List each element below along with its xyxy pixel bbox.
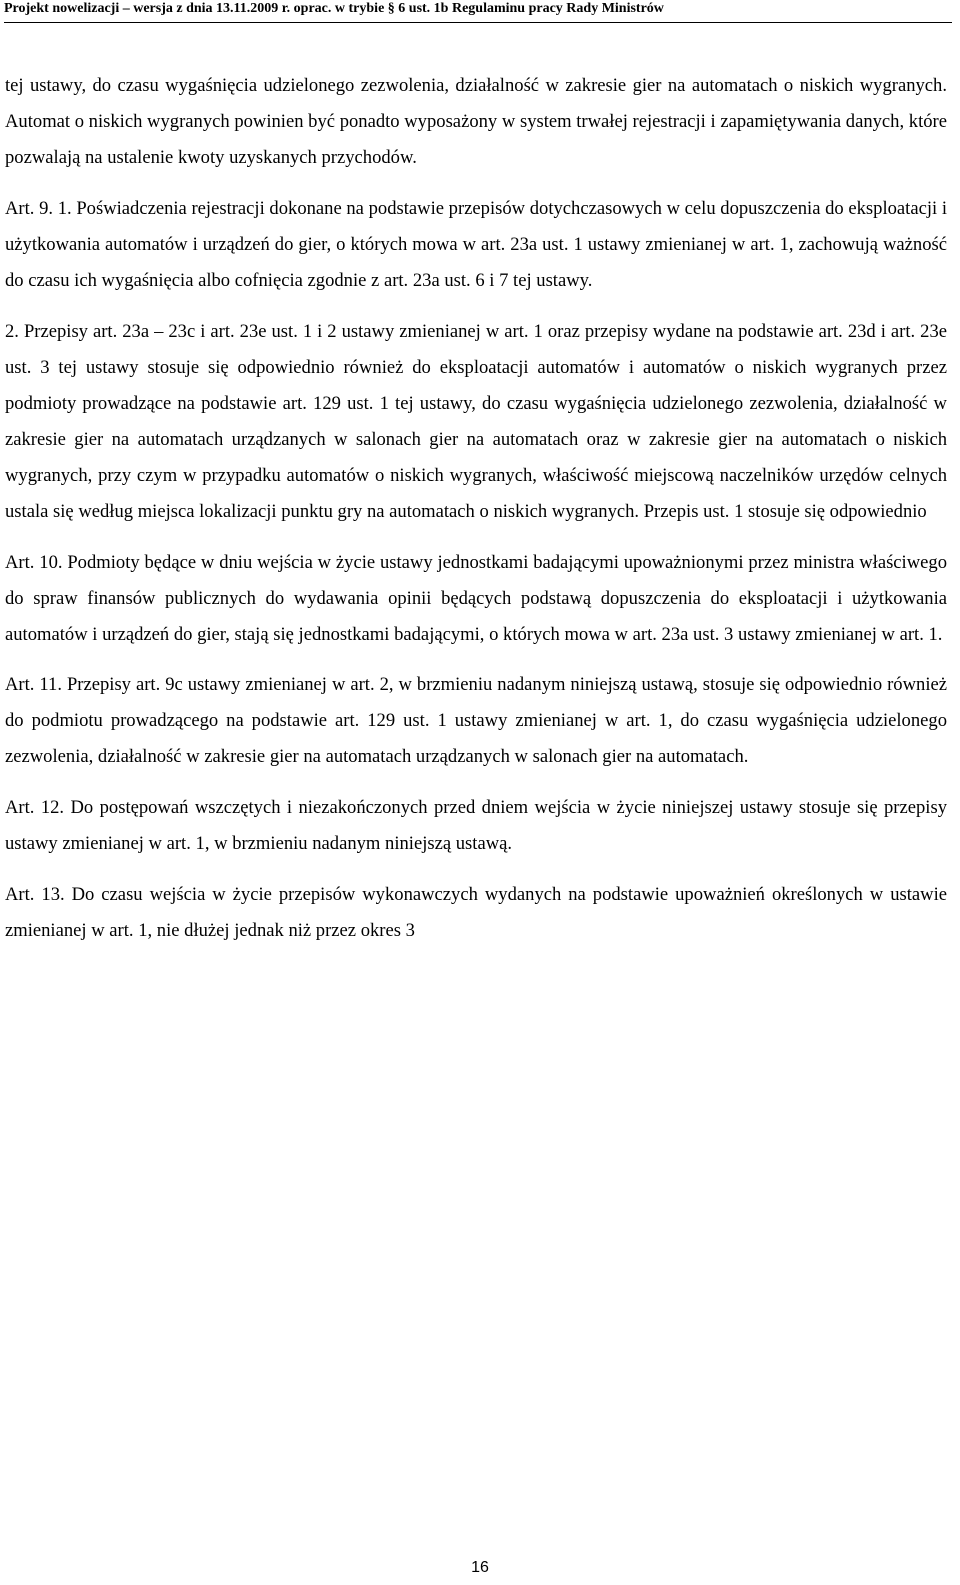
paragraph-art-9-2: 2. Przepisy art. 23a – 23c i art. 23e ust. 1 i 2 ustawy zmienianej w art. 1 oraz przepisy wydane na podstawie art. 23d i art. 23e ust. 3 tej ustawy stosuje się odpowiednio również do eksploatacji automatów i automatów o niskich wygranych przez podmioty prowadzące na podstawie art. 129 ust. 1 tej ustawy, do czasu wygaśnięcia udzielonego zezwolenia, działalność w zakresie gier na automatach urządzanych w salonach gier na automatach oraz w zakresie gier na automatach o niskich wygranych, przy czym w przypadku automatów o niskich wygranych, właściwość miejscową naczelników urzędów celnych ustala się według miejsca lokalizacji punktu gry na automatach o niskich wygranych. Przepis ust. 1 stosuje się odpowiednio — [5, 321, 947, 522]
paragraph-art-12: Art. 12. Do postępowań wszczętych i niezakończonych przed dniem wejścia w życie niniejszej ustawy stosuje się przepisy ustawy zmienianej w art. 1, w brzmieniu nadanym niniejszą ustawą. — [5, 797, 947, 854]
paragraph-art-11: Art. 11. Przepisy art. 9c ustawy zmienianej w art. 2, w brzmieniu nadanym niniejszą ustawą, stosuje się odpowiednio również do podmiotu prowadzącego na podstawie art. 129 ust. 1 ustawy zmienianej w art. 1, do czasu wygaśnięcia udzielonego zezwolenia, działalność w zakresie gier na automatach urządzanych w salonach gier na automatach. — [5, 674, 947, 767]
paragraph-art-10: Art. 10. Podmioty będące w dniu wejścia w życie ustawy jednostkami badającymi upoważnionymi przez ministra właściwego do spraw finansów publicznych do wydawania opinii będących podstawą dopuszczenia do eksploatacji i użytkowania automatów i urządzeń do gier, stają się jednostkami badającymi, o których mowa w art. 23a ust. 3 ustawy zmienianej w art. 1. — [5, 552, 947, 645]
paragraph-art-9-1: Art. 9. 1. Poświadczenia rejestracji dokonane na podstawie przepisów dotychczasowych w celu dopuszczenia do eksploatacji i użytkowania automatów i urządzeń do gier, o których mowa w art. 23a ust. 1 ustawy zmienianej w art. 1, zachowują ważność do czasu ich wygaśnięcia albo cofnięcia zgodnie z art. 23a ust. 6 i 7 tej ustawy. — [5, 198, 947, 291]
page-header: Projekt nowelizacji – wersja z dnia 13.11.2009 r. oprac. w trybie § 6 ust. 1b Regulaminu pracy Rady Ministrów — [4, 0, 952, 23]
paragraph-continuation: tej ustawy, do czasu wygaśnięcia udzielonego zezwolenia, działalność w zakresie gier na automatach o niskich wygranych. Automat o niskich wygranych powinien być ponadto wyposażony w system trwałej rejestracji i zapamiętywania danych, które pozwalają na ustalenie kwoty uzyskanych przychodów. — [5, 75, 947, 168]
document-body — [5, 68, 947, 964]
page-number: 16 — [471, 1559, 489, 1576]
paragraph-art-13: Art. 13. Do czasu wejścia w życie przepisów wykonawczych wydanych na podstawie upoważnień określonych w ustawie zmienianej w art. 1, nie dłużej jednak niż przez okres 3 — [5, 884, 947, 941]
